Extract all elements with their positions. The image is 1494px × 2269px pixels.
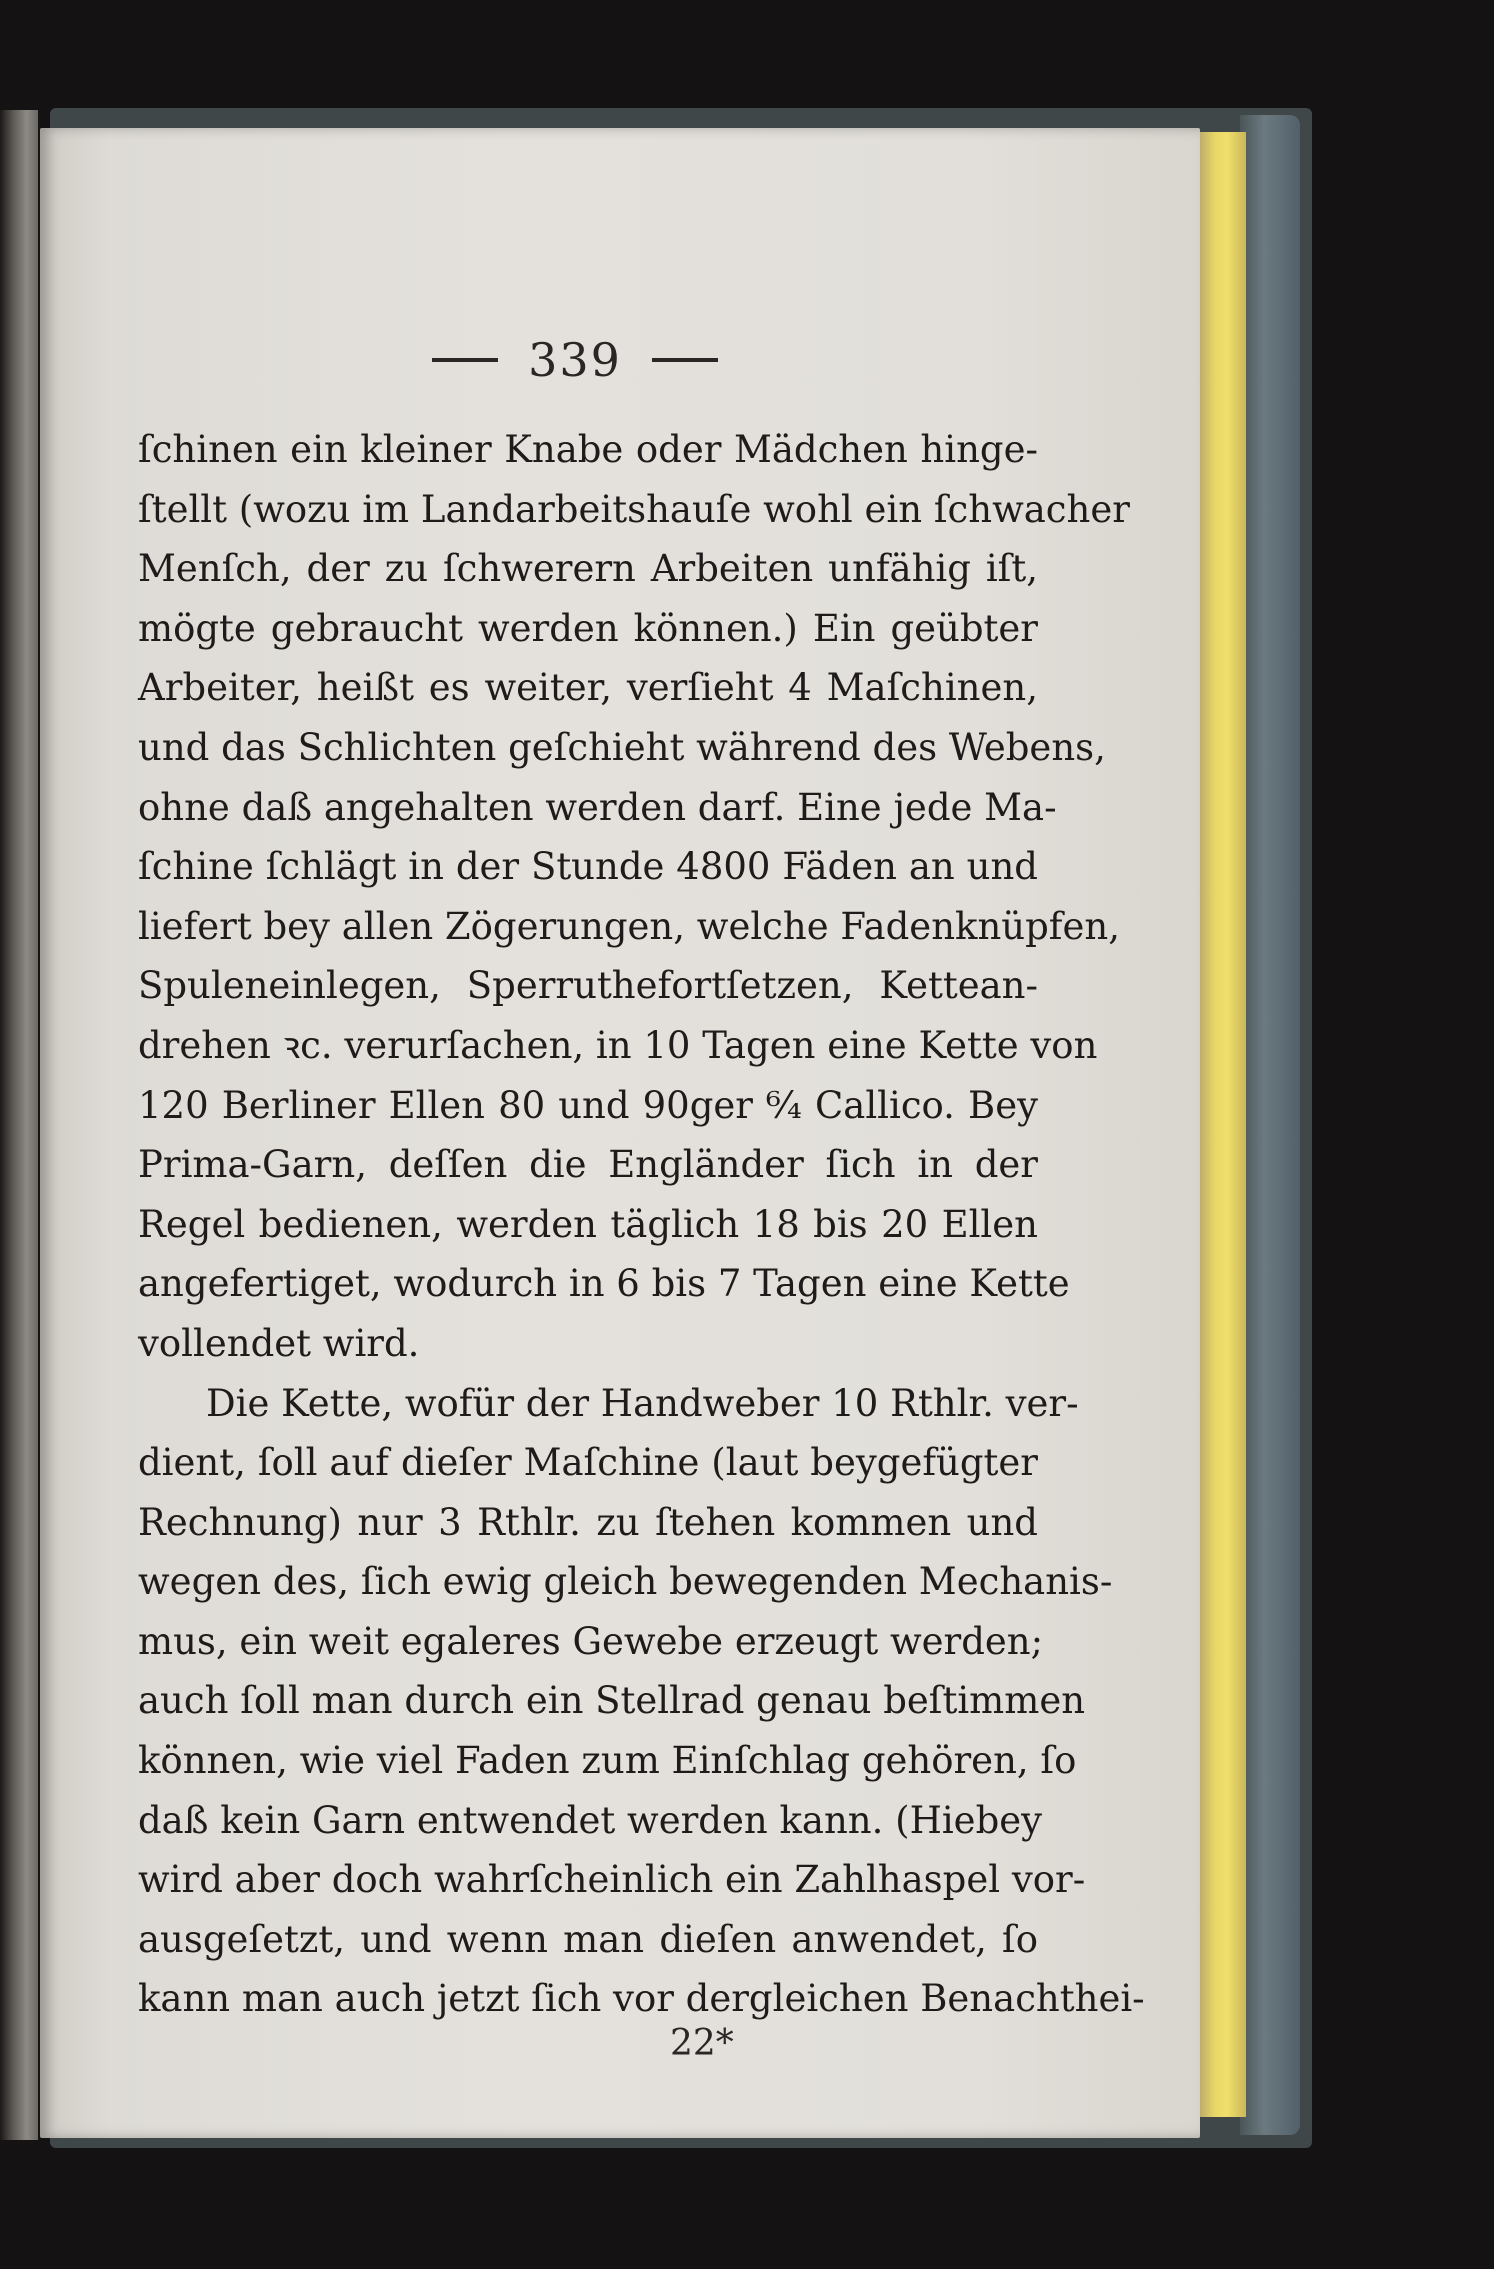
header-dash-right bbox=[652, 358, 718, 362]
header-dash-left bbox=[432, 358, 498, 362]
text-line: angefertiget, wodurch in 6 bis 7 Tagen eine Kette bbox=[138, 1262, 1070, 1306]
text-line: können, wie viel Faden zum Einſchlag gehören, ſo bbox=[138, 1739, 1077, 1783]
text-line: mus, ein weit egaleres Gewebe erzeugt werden; bbox=[138, 1619, 1044, 1663]
text-line: 120 Berliner Ellen 80 und 90ger ⁶⁄₄ Callico. Bey bbox=[138, 1083, 1038, 1127]
text-line: daß kein Garn entwendet werden kann. (Hiebey bbox=[138, 1798, 1043, 1842]
text-line: Arbeiter, heißt es weiter, verſieht 4 Maſchinen, bbox=[138, 666, 1038, 710]
text-line: ausgeſetzt, und wenn man dieſen anwendet, ſo bbox=[138, 1917, 1038, 1961]
text-line: vollendet wird. bbox=[138, 1321, 420, 1365]
text-line: Rechnung) nur 3 Rthlr. zu ſtehen kommen und bbox=[138, 1500, 1038, 1544]
book-page bbox=[40, 128, 1200, 2138]
facing-page-edge bbox=[0, 110, 38, 2140]
gilded-page-edge bbox=[1198, 132, 1246, 2117]
text-line: Prima-Garn, deſſen die Engländer ſich in der bbox=[138, 1143, 1038, 1187]
body-text bbox=[138, 420, 1145, 2029]
text-line: Regel bedienen, werden täglich 18 bis 20 Ellen bbox=[138, 1202, 1038, 1246]
page-number: 339 bbox=[528, 333, 622, 387]
text-line: Menſch, der zu ſchwerern Arbeiten unfähig iſt, bbox=[138, 547, 1038, 591]
text-line: kann man auch jetzt ſich vor dergleichen Benachthei- bbox=[138, 1977, 1145, 2021]
text-line: drehen ꝛc. verurſachen, in 10 Tagen eine Kette von bbox=[138, 1023, 1098, 1067]
text-line: auch ſoll man durch ein Stellrad genau beſtimmen bbox=[138, 1679, 1086, 1723]
text-line: ſchine ſchlägt in der Stunde 4800 Fäden an und bbox=[138, 845, 1038, 889]
text-line: liefert bey allen Zögerungen, welche Fadenknüpfen, bbox=[138, 904, 1120, 948]
printer-signature: 22* bbox=[670, 2023, 734, 2064]
text-line: ſchinen ein kleiner Knabe oder Mädchen hinge- bbox=[138, 428, 1038, 471]
text-line: wegen des, ſich ewig gleich bewegenden Mechanis- bbox=[138, 1560, 1113, 1604]
page-header bbox=[40, 333, 1110, 387]
text-line: ſtellt (wozu im Landarbeitshauſe wohl ein ſchwacher bbox=[138, 487, 1130, 531]
text-line: mögte gebraucht werden können.) Ein geübter bbox=[138, 606, 1038, 650]
book-cover-edge bbox=[1240, 115, 1300, 2135]
text-line: wird aber doch wahrſcheinlich ein Zahlhaspel vor- bbox=[138, 1858, 1086, 1902]
text-line: und das Schlichten geſchieht während des Webens, bbox=[138, 725, 1106, 769]
text-line: ohne daß angehalten werden darf. Eine jede Ma- bbox=[138, 785, 1057, 829]
text-line: Die Kette, wofür der Handweber 10 Rthlr. ver- bbox=[206, 1381, 1079, 1425]
text-line: dient, ſoll auf dieſer Maſchine (laut beygefügter bbox=[138, 1441, 1038, 1485]
text-line: Spuleneinlegen, Sperruthefortſetzen, Kettean- bbox=[138, 964, 1038, 1008]
